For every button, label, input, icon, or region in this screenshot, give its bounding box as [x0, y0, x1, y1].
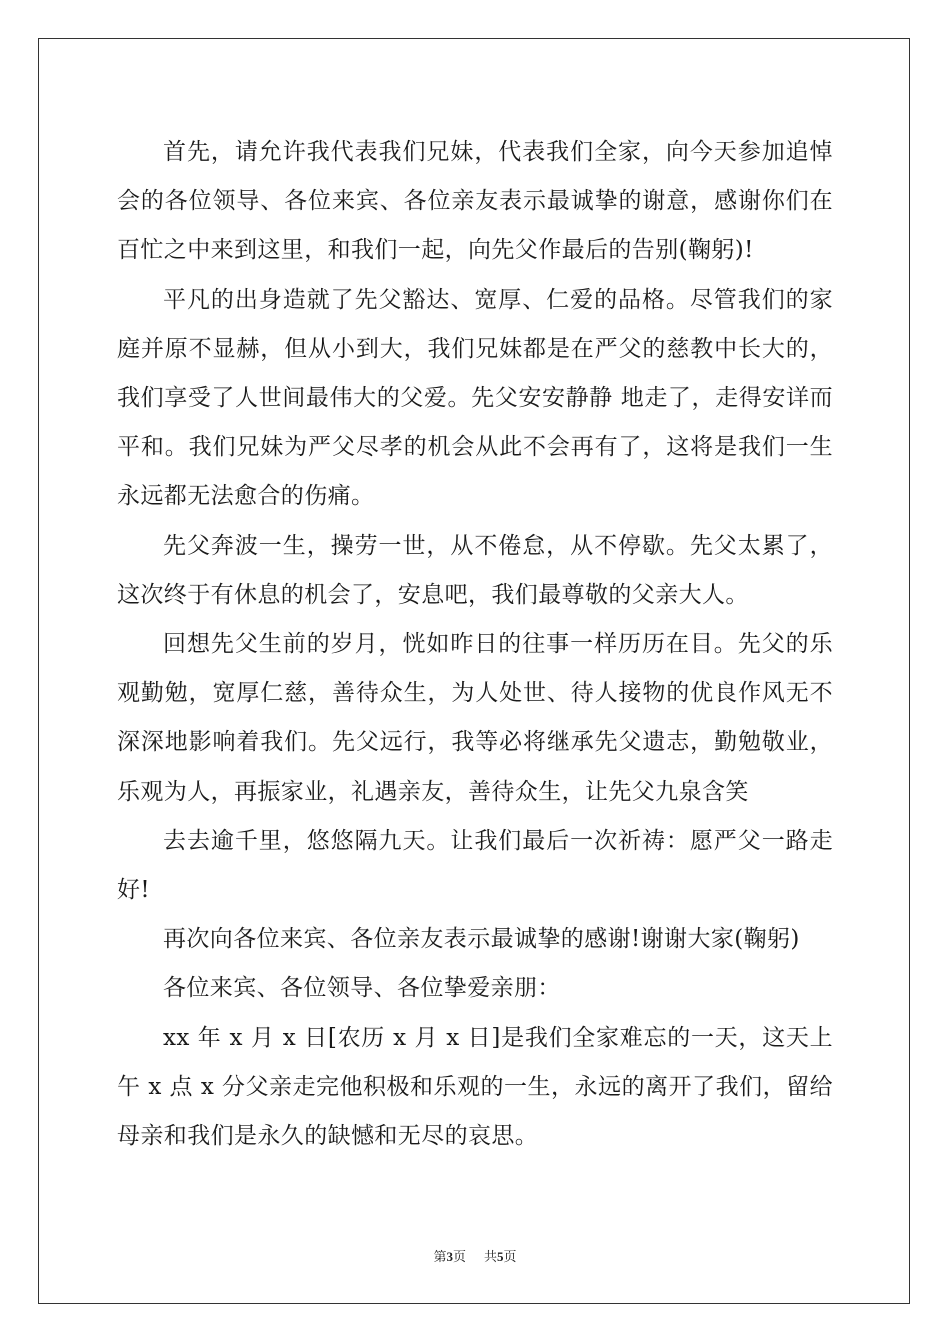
paragraph-5: 去去逾千里，悠悠隔九天。让我们最后一次祈祷：愿严父一路走好!	[117, 827, 833, 904]
total-suffix: 页	[503, 1250, 517, 1265]
page-current: 3	[446, 1249, 453, 1264]
paragraph-8: xx 年 x 月 x 日[农历 x 月 x 日]是我们全家难忘的一天，这天上午 x 点 x 分父亲走完他积极和乐观的一生，永远的离开了我们，留给母亲和我们是永久的缺憾和无尽的哀思。	[117, 1024, 833, 1150]
page-prefix: 第	[433, 1250, 447, 1265]
page-footer	[0, 1246, 950, 1265]
paragraph-6: 再次向各位来宾、各位亲友表示最诚挚的感谢!谢谢大家(鞠躬)	[163, 926, 800, 953]
paragraph-2: 平凡的出身造就了先父豁达、宽厚、仁爱的品格。尽管我们的家庭并原不显赫，但从小到大，我们兄妹都是在严父的慈教中长大的，我们享受了人世间最伟大的父爱。先父安安静静 地走了，走得安详而平和。我们兄妹为严父尽孝的机会从此不会再有了，这将是我们一生永远都无法愈合的伤痛。	[117, 286, 833, 510]
paragraph-1: 首先，请允许我代表我们兄妹，代表我们全家，向今天参加追悼会的各位领导、各位来宾、各位亲友表示最诚挚的谢意，感谢你们在百忙之中来到这里，和我们一起，向先父作最后的告别(鞠躬)!	[117, 139, 833, 264]
page-suffix: 页	[452, 1250, 466, 1265]
document-body	[117, 128, 833, 1161]
page-total: 5	[497, 1249, 504, 1264]
paragraph-7: 各位来宾、各位领导、各位挚爱亲朋：	[163, 975, 561, 1002]
total-prefix: 共	[484, 1250, 498, 1265]
paragraph-4: 回想先父生前的岁月，恍如昨日的往事一样历历在目。先父的乐观勤勉，宽厚仁慈，善待众生，为人处世、待人接物的优良作风无不深深地影响着我们。先父远行，我等必将继承先父遗志，勤勉敬业，乐观为人，再振家业，礼遇亲友，善待众生，让先父九泉含笑	[117, 631, 833, 805]
paragraph-3: 先父奔波一生，操劳一世，从不倦怠，从不停歇。先父太累了，这次终于有休息的机会了，安息吧，我们最尊敬的父亲大人。	[117, 532, 833, 608]
